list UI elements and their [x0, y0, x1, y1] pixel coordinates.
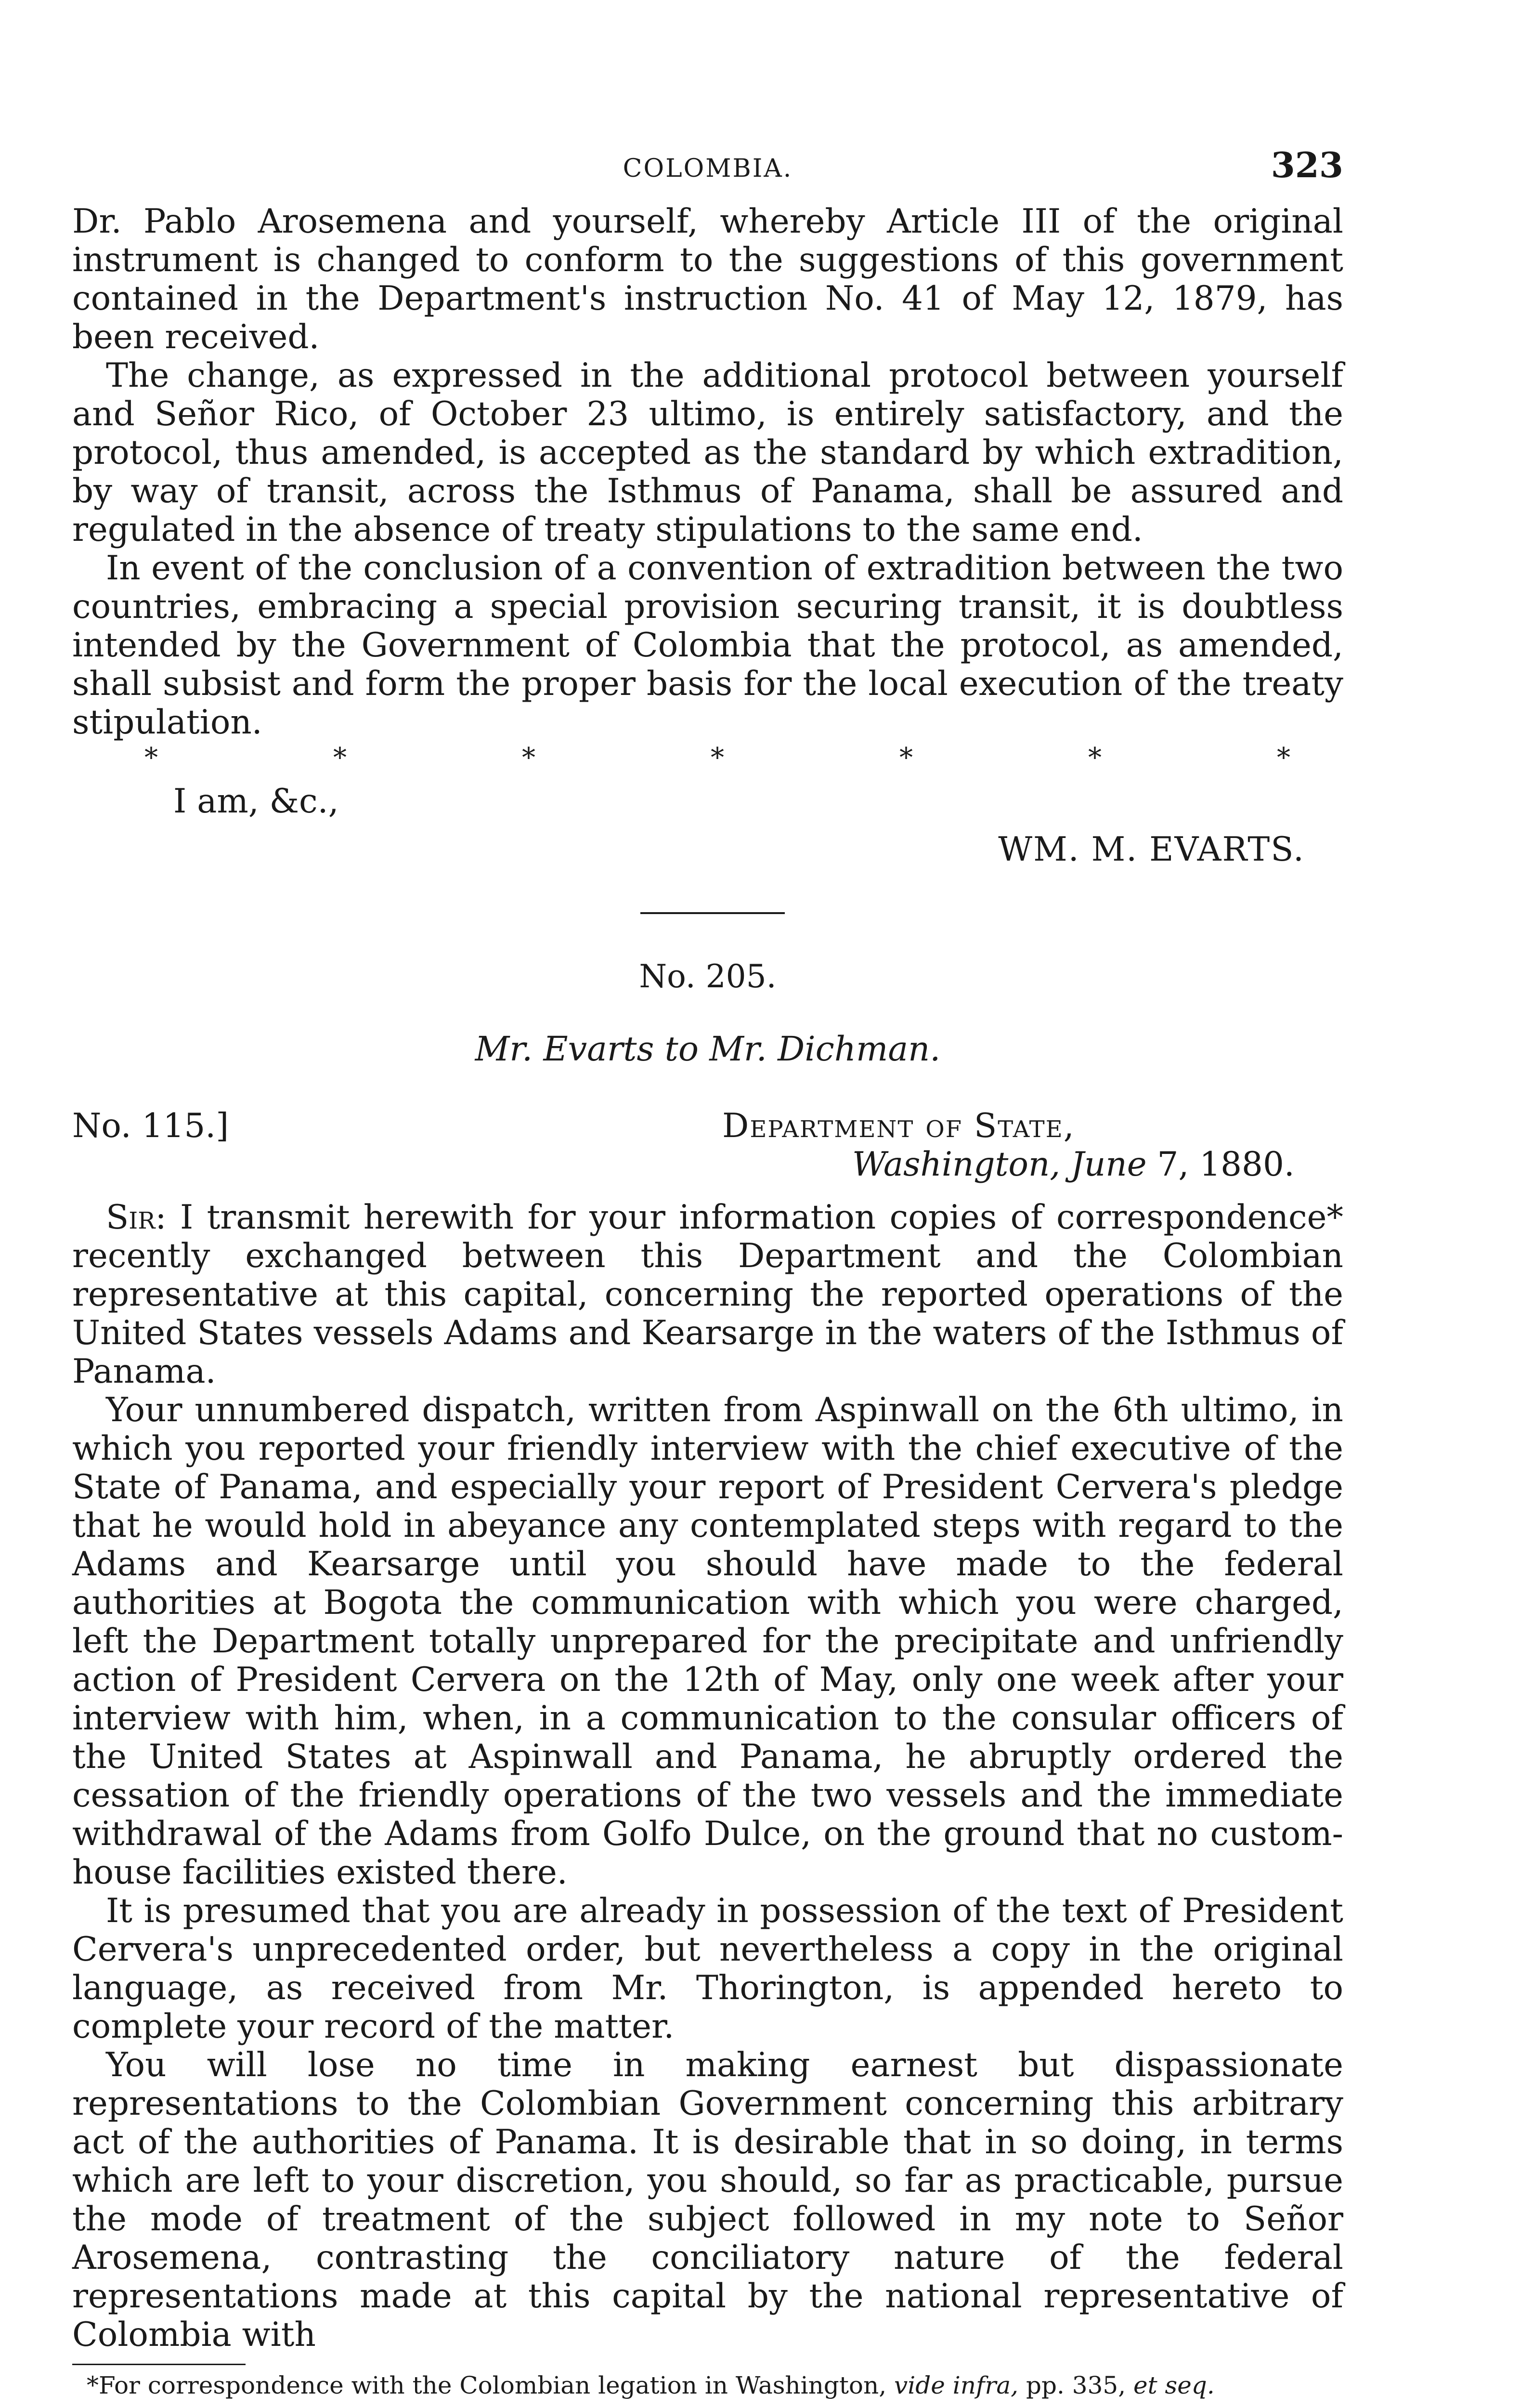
star: *	[1088, 742, 1102, 773]
department-name: Department of State,	[722, 1107, 1075, 1145]
paragraph: Dr. Pablo Arosemena and yourself, whereby Article III of the original instrument is changed to conform to the suggestions of this government contained in the Department's instruction No. 41 of May 12, 1879, has been received.	[72, 202, 1343, 356]
paragraph: The change, as expressed in the additional protocol between yourself and Señor Rico, of October 23 ultimo, is entirely satisfactory, and the protocol, thus amended, is accepted as the standard by which extradition, by way of transit, across the Isthmus of Panama, shall be assured and regulated in the absence of treaty stipulations to the same end.	[72, 356, 1343, 549]
instruction-reference: No. 115.]	[72, 1107, 229, 1145]
footnote-text: *For correspondence with the Colombian legation in Washington,	[87, 2371, 895, 2399]
section-divider	[640, 912, 785, 914]
paragraph: It is presumed that you are already in possession of the text of President Cervera's unprecedented order, but nevertheless a copy in the original language, as received from Mr. Thorington, is appended hereto to complete your record of the matter.	[72, 1892, 1343, 2046]
salutation: Sir:	[106, 1198, 167, 1237]
running-head	[72, 144, 1343, 188]
place-date	[852, 1145, 1295, 1184]
closing: I am, &c.,	[173, 782, 339, 821]
date: 7, 1880.	[1146, 1145, 1295, 1184]
omission-stars	[72, 744, 1343, 772]
footnote-et-seq: et seq.	[1133, 2371, 1215, 2399]
paragraph: Your unnumbered dispatch, written from Aspinwall on the 6th ultimo, in which you reported your friendly interview with the chief executive of the State of Panama, and especially your report of President Cervera's pledge that he would hold in abeyance any contemplated steps with regard to the Adams and Kearsarge until you should have made to the federal authorities at Bogota the communication with which you were charged, left the Department totally unprepared for the precipitate and unfriendly action of President Cervera on the 12th of May, only one week after your interview with him, when, in a communication to the consular officers of the United States at Aspinwall and Panama, he abruptly ordered the cessation of the friendly operations of the two vessels and the immediate withdrawal of the Adams from Golfo Dulce, on the ground that no custom-house facilities existed there.	[72, 1391, 1343, 1892]
star: *	[1277, 742, 1290, 773]
document-number: No. 205.	[639, 958, 777, 995]
page-number: 323	[1271, 144, 1343, 185]
star: *	[333, 742, 347, 773]
star: *	[899, 742, 913, 773]
star: *	[711, 742, 724, 773]
footnote	[72, 2371, 1343, 2400]
place: Washington, June	[852, 1145, 1147, 1184]
signature: WM. M. EVARTS.	[998, 830, 1305, 869]
footnote-pages: pp. 335,	[1018, 2371, 1133, 2399]
paragraph: In event of the conclusion of a convention of extradition between the two countries, embracing a special provision securing transit, it is doubtless intended by the Government of Colombia that the protocol, as amended, shall subsist and form the proper basis for the local execution of the treaty stipulation.	[72, 549, 1343, 742]
document-page	[72, 144, 1343, 2400]
footnote-vide-infra: vide infra,	[894, 2371, 1019, 2399]
document-heading: Mr. Evarts to Mr. Dichman.	[475, 1029, 941, 1069]
dateline	[72, 1107, 1343, 1198]
paragraph: You will lose no time in making earnest but dispassionate representations to the Colombian Government concerning this arbitrary act of the authorities of Panama. It is desirable that in so doing, in terms which are left to your discretion, you should, so far as practicable, pursue the mode of treatment of the subject followed in my note to Señor Arosemena, contrasting the conciliatory nature of the federal representations made at this capital by the national representative of Colombia with	[72, 2046, 1343, 2354]
star: *	[144, 742, 158, 773]
paragraph	[72, 1198, 1343, 1391]
star: *	[522, 742, 535, 773]
paragraph-text: I transmit herewith for your information copies of correspondence* recently exchanged between this Department and the Colombian representative at this capital, concerning the reported operations of the United States vessels Adams and Kearsarge in the waters of the Isthmus of Panama.	[72, 1198, 1343, 1391]
running-title: COLOMBIA.	[623, 154, 793, 183]
footnote-divider	[72, 2364, 246, 2365]
